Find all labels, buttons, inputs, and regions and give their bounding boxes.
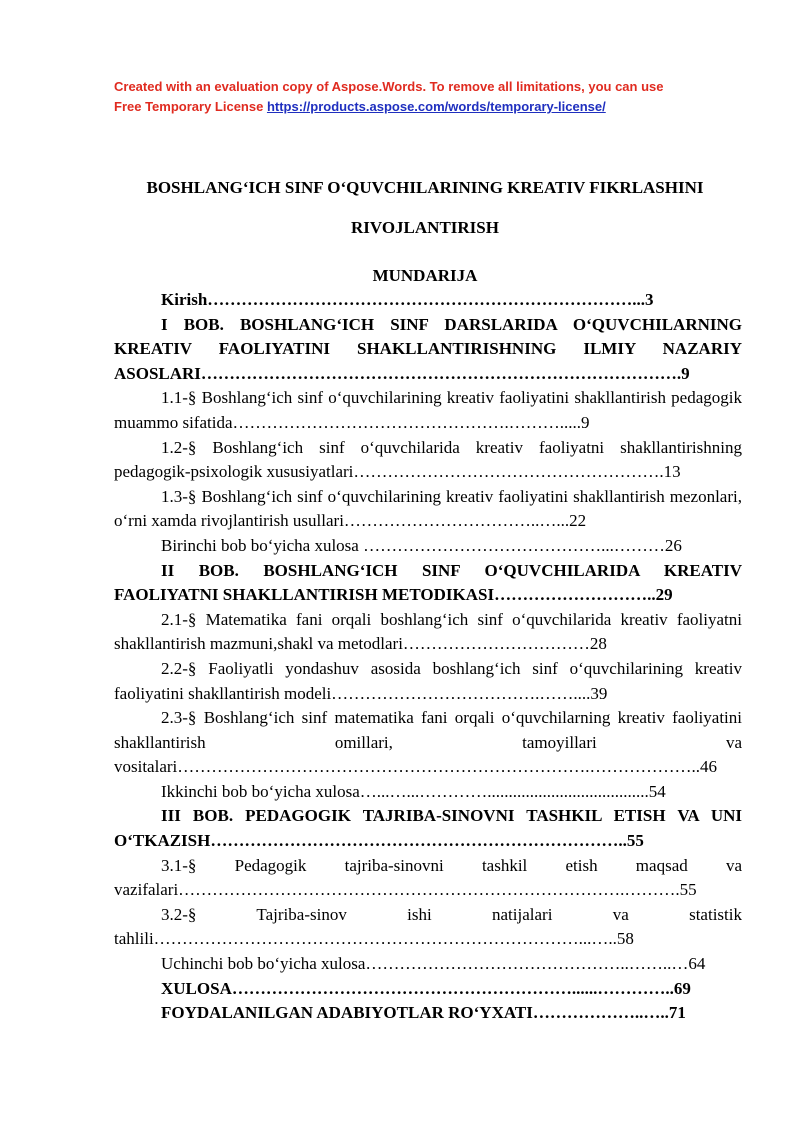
toc-entry-intro: Kirish…………………………………………………………………...3 [161,290,654,309]
evaluation-watermark [114,77,734,117]
toc-entry-section-2-1: 2.1-§ Matematika fani orqali boshlang‘ich sinf o‘quvchilarida kreativ faoliyatni shakllantirish mazmuni,shakl va metodlari……………………………28 [114,609,742,654]
toc-entry-section-3-1: 3.1-§ Pedagogik tajriba-sinovni tashkil etish maqsad va vazifalari…………………………………………………………………….……….55 [114,855,742,900]
watermark-line-1: Created with an evaluation copy of Aspose.Words. To remove all limitations, you can use [114,79,664,94]
watermark-line-2 [114,97,734,117]
contents-heading: MUNDARIJA [372,266,478,285]
toc-entry-section-2-3: 2.3-§ Boshlang‘ich sinf matematika fani orqali o‘quvchilarning kreativ faoliyatini shakllantirish omillari, tamoyillari va vositalari……………………………………………………………….………………..46 [114,708,742,777]
watermark-license-label: Free Temporary License [114,99,264,114]
toc-entry-section-1-3: 1.3-§ Boshlang‘ich sinf o‘quvchilarining kreativ faoliyatini shakllantirish mezonlari, o‘rni xamda rivojlantirish usullari……………………………..…...22 [114,486,742,531]
toc-entry-chapter-3: III BOB. PEDAGOGIK TAJRIBA-SINOVNI TASHKIL ETISH VA UNI O‘TKAZISH………………………………………………………………..55 [114,806,742,851]
toc-entry-chapter-3-conclusion: Uchinchi bob bo‘yicha xulosa………………………………………..……..…64 [161,954,706,974]
toc-entry-chapter-2-conclusion: Ikkinchi bob bo‘yicha xulosa…...…...…………......................................54 [161,781,666,801]
title-line-1: BOSHLANG‘ICH SINF O‘QUVCHILARINING KREATIV FIKRLASHINI [146,178,704,197]
toc-entry-chapter-2: II BOB. BOSHLANG‘ICH SINF O‘QUVCHILARIDA KREATIV FAOLIYATNI SHAKLLANTIRISH METODIKASI………………………..29 [114,560,742,605]
toc-entry-chapter-1-conclusion: Birinchi bob bo‘yicha xulosa ……………………………………...………26 [161,535,682,555]
toc-entry-section-1-1: 1.1-§ Boshlang‘ich sinf o‘quvchilarining kreativ faoliyatini shakllantirish pedagogik muammo sifatida………………………………………….……….....9 [114,388,742,432]
toc-entry-section-2-2: 2.2-§ Faoliyatli yondashuv asosida boshlang‘ich sinf o‘quvchilarining kreativ faoliyatini shakllantirish modeli……………………………….……....39 [114,658,742,703]
license-link[interactable]: https://products.aspose.com/words/temporary-license/ [266,99,606,114]
toc-entry-bibliography: FOYDALANILGAN ADABIYOTLAR RO‘YXATI………………..…..71 [161,1003,686,1023]
title-line-2: RIVOJLANTIRISH [351,218,499,237]
table-of-contents [114,288,742,1026]
toc-entry-section-3-2: 3.2-§ Tajriba-sinov ishi natijalari va statistik tahlili…………………………………………………………………...…..58 [114,904,742,949]
toc-entry-section-1-2: 1.2-§ Boshlang‘ich sinf o‘quvchilarida kreativ faoliyatni shakllantirishning pedagogik-psixologik xususiyatlari……………………………………………….13 [114,437,742,482]
toc-entry-chapter-1: I BOB. BOSHLANG‘ICH SINF DARSLARIDA O‘QUVCHILARNING KREATIV FAOLIYATINI SHAKLLANTIRISHNING ILMIY NAZARIY ASOSLARI………………………………………………………………………….9 [114,314,742,383]
toc-entry-conclusion: XULOSA……………………………………………………......…………..69 [161,978,691,998]
document-title [100,168,750,248]
